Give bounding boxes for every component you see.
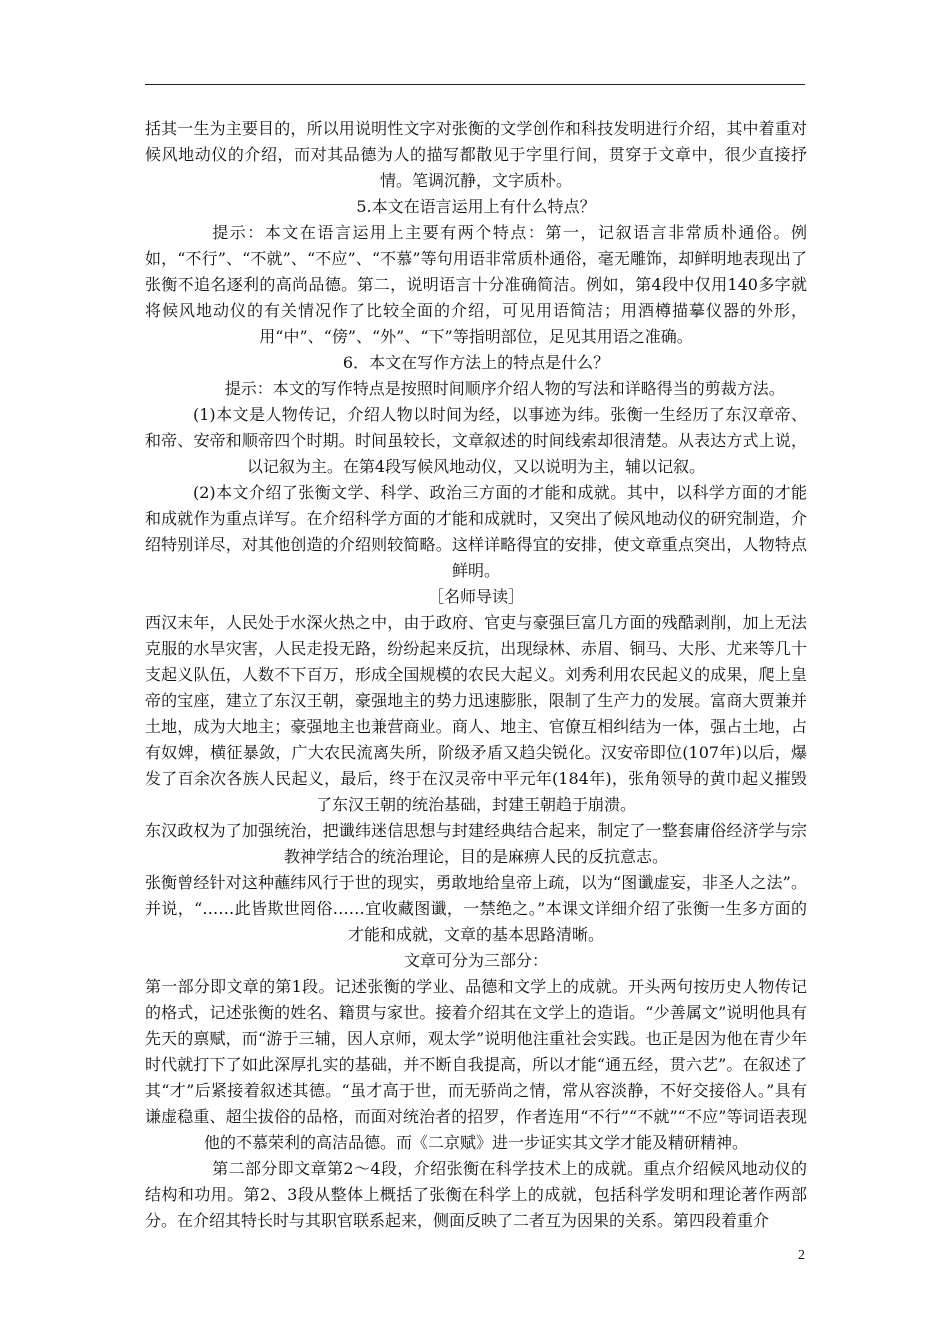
- paragraph: 提示：本文的写作特点是按照时间顺序介绍人物的写法和详略得当的剪裁方法。: [224, 379, 785, 398]
- page-number: 2: [798, 1248, 805, 1263]
- header-rule: [145, 84, 805, 85]
- paragraph: (1)本文是人物传记，介绍人物以时间为经，以事迹为纬。张衡一生经历了东汉章帝、和帝、安帝和顺帝四个时期。时间虽较长，文章叙述的时间线索却很清楚。从表达方式上说，以记叙为主。在第4段写候风地动仪，又以说明为主，辅以记叙。: [145, 405, 807, 476]
- question-heading: 6．本文在写作方法上的特点是什么？: [342, 353, 610, 372]
- document-body: [145, 116, 807, 1234]
- paragraph: (2)本文介绍了张衡文学、科学、政治三方面的才能和成就。其中，以科学方面的才能和成就作为重点详写。在介绍科学方面的才能和成就时，又突出了候风地动仪的研究制造，介绍特别详尽，对其他创造的介绍则较简略。这样详略得宜的安排，使文章重点突出，人物特点鲜明。: [145, 483, 807, 580]
- paragraph: 括其一生为主要目的，所以用说明性文字对张衡的文学创作和科技发明进行介绍，其中着重对候风地动仪的介绍，而对其品德为人的描写都散见于字里行间，贯穿于文章中，很少直接抒情。笔调沉静，文字质朴。: [145, 119, 807, 190]
- paragraph: 东汉政权为了加强统治，把谶纬迷信思想与封建经典结合起来，制定了一整套庸俗经济学与宗教神学结合的统治理论，目的是麻痹人民的反抗意志。: [145, 821, 807, 866]
- section-heading: ［名师导读］: [427, 587, 524, 606]
- question-heading: 5.本文在语言运用上有什么特点？: [356, 197, 596, 216]
- paragraph: 张衡曾经针对这种蘸纬风行于世的现实，勇敢地给皇帝上疏，以为“图谶虚妄，非圣人之法”。并说，“……此皆欺世罔俗……宜收藏图谶，一禁绝之。”本课文详细介绍了张衡一生多方面的才能和成就，文章的基本思路清晰。: [145, 873, 807, 944]
- paragraph: 提示：本文在语言运用上主要有两个特点：第一，记叙语言非常质朴通俗。例如，“不行”、“不就”、“不应”、“不慕”等句用语非常质朴通俗，毫无雕饰，却鲜明地表现出了张衡不追名逐利的高尚品德。第二，说明语言十分准确简洁。例如，第4段中仅用140多字就将候风地动仪的有关情况作了比较全面的介绍，可见用语简洁；用酒樽描摹仪器的外形，用“中”、“傍”、“外”、“下”等指明部位，足见其用语之准确。: [145, 223, 807, 346]
- paragraph: 第二部分即文章第2～4段，介绍张衡在科学技术上的成就。重点介绍候风地动仪的结构和功用。第2、3段从整体上概括了张衡在科学上的成就，包括科学发明和理论著作两部分。在介绍其特长时与其职官联系起来，侧面反映了二者互为因果的关系。第四段着重介: [145, 1159, 807, 1230]
- paragraph: 第一部分即文章的第1段。记述张衡的学业、品德和文学上的成就。开头两句按历史人物传记的格式，记述张衡的姓名、籍贯与家世。接着介绍其在文学上的造诣。“少善属文”说明他具有先天的禀赋，而“游于三辅，因人京师，观太学”说明他注重社会实践。也正是因为他在青少年时代就打下了如此深厚扎实的基础，并不断自我提高，所以才能“通五经，贯六艺”。在叙述了其“才”后紧接着叙述其德。“虽才高于世，而无骄尚之情，常从容淡静，不好交接俗人。”具有谦虚稳重、超尘拔俗的品格，而面对统治者的招罗，作者连用“不行”“不就”“不应”等词语表现他的不慕荣利的高洁品德。而《二京赋》进一步证实其文学才能及精研精神。: [145, 977, 807, 1152]
- paragraph: 西汉末年，人民处于水深火热之中，由于政府、官吏与豪强巨富几方面的残酷剥削，加上无法克服的水旱灾害，人民走投无路，纷纷起来反抗，出现绿林、赤眉、铜马、大彤、尤来等几十支起义队伍，人数不下百万，形成全国规模的农民大起义。刘秀利用农民起义的成果，爬上皇帝的宝座，建立了东汉王朝，豪强地主的势力迅速膨胀，限制了生产力的发展。富商大贾兼并土地，成为大地主；豪强地主也兼营商业。商人、地主、官僚互相纠结为一体，强占土地，占有奴婢，横征暴敛，广大农民流离失所，阶级矛盾又趋尖锐化。汉安帝即位(107年)以后，爆发了百余次各族人民起义，最后，终于在汉灵帝中平元年(184年)，张角领导的黄巾起义摧毁了东汉王朝的统治基础，封建王朝趋于崩溃。: [145, 613, 807, 814]
- section-heading: 文章可分为三部分：: [403, 951, 548, 970]
